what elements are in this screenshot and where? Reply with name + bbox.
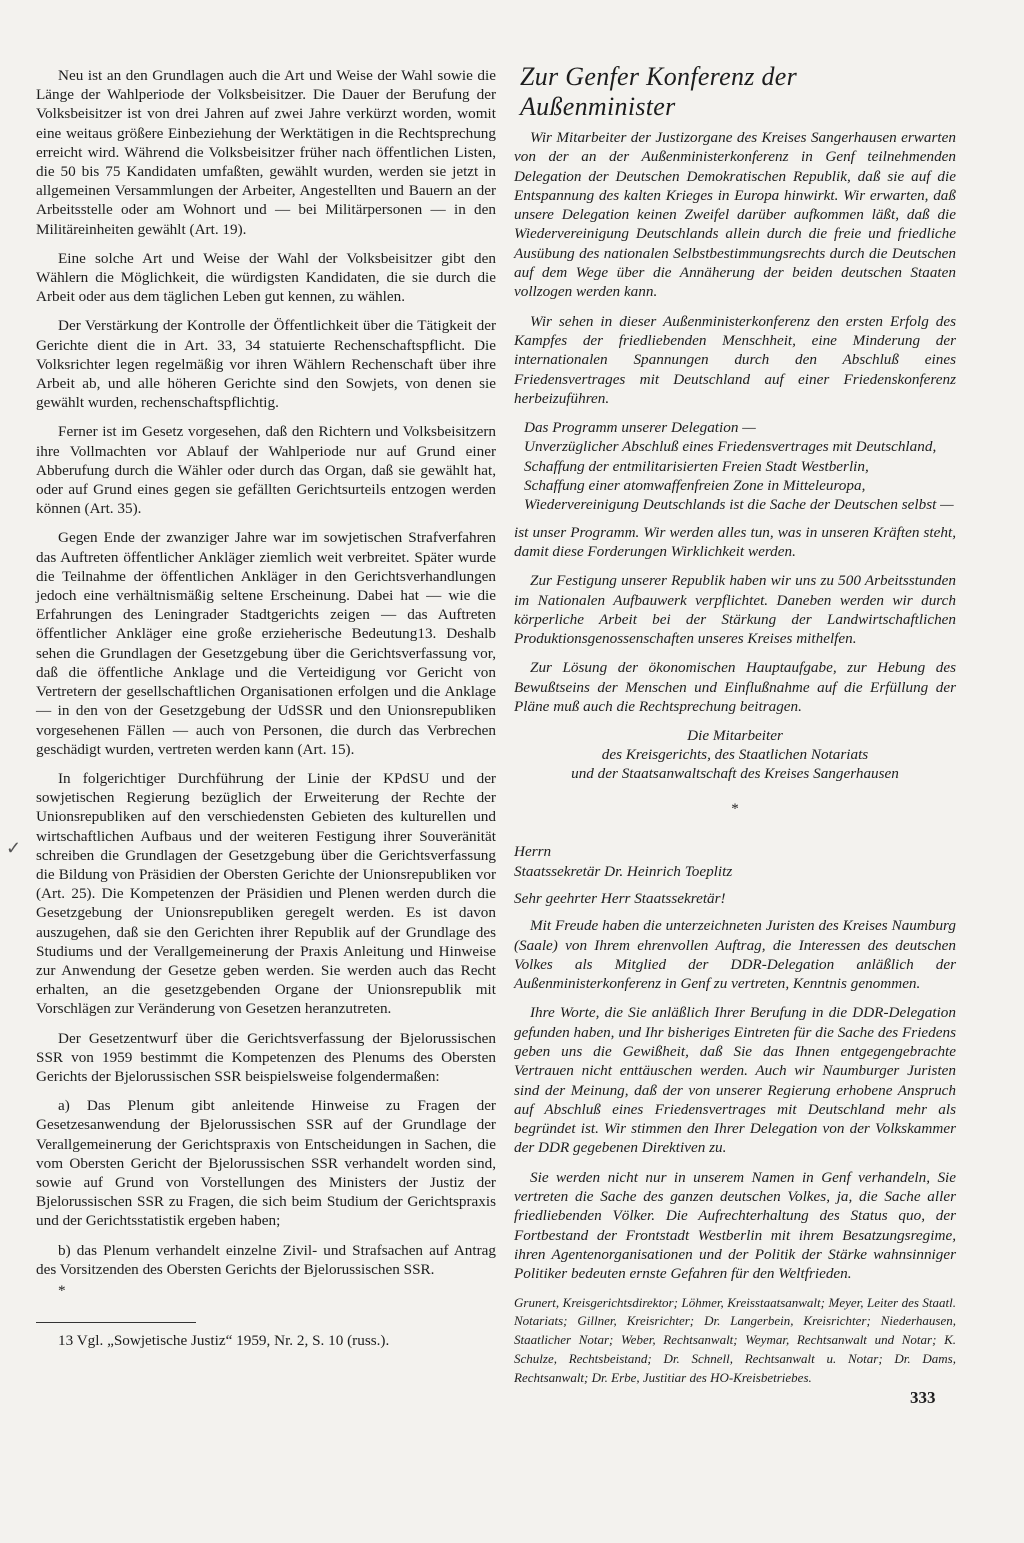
paragraph: In folgerichtiger Durchführung der Linie der KPdSU und der sowjetischen Regierung bezüglich der Erweiterung der Rechte der Unionsrepubliken auf den verschiedensten Gebieten des kulturellen und wirtschaftlichen Aufbaus und der weiteren Festigung ihrer Souveränität schreiben die Grundlagen der Gesetzgebung über die Gerichtsverfassung die Bildung von Präsidien der Obersten Gerichte der Unionsrepubliken vor (Art. 25). Die Kompetenzen der Präsidien und Plenen werden durch die Gesetzgebung der Unionsrepubliken geregelt werden. Es ist davon auszugehen, daß sie den Gerichten ihrer Republik auf der Grundlage des Studiums und der Verallgemeinerung der Praxis Anleitung und Hinweise zur Anwendung der Gesetze geben werden. Sie werden auch das Recht erhalten, an die gesetzgebenden Organe der Unionsrepublik mit Vorschlägen zur Veränderung von Gesetzen heranzutreten.	[36, 769, 496, 1018]
paragraph: Ferner ist im Gesetz vorgesehen, daß den Richtern und Volksbeisitzern ihre Vollmachten vor Ablauf der Wahlperiode nur auf Grund einer Abberufung durch die Wähler oder durch das Organ, daß sie gewählt hat, oder auf Grund eines gegen sie gefällten Gerichtsurteils entzogen werden können (Art. 35).	[36, 423, 496, 518]
paragraph: Gegen Ende der zwanziger Jahre war im sowjetischen Strafverfahren das Auftreten öffentlicher Ankläger ziemlich weit verbreitet. Später wurde die Teilnahme der öffentlichen Ankläger in den Gerichtsverhandlungen jedoch eine verhältnismäßig seltene Erscheinung. Dabei hat — wie die Erfahrungen des Leningrader Stadtgerichts zeigen — das Auftreten öffentlicher Ankläger eine große erzieherische Bedeutung13. Deshalb sehen die Grundlagen der Gesetzgebung über die Gerichtsverfassung vor, daß die öffentliche Anklage und die Verteidigung vor Gericht von Vertretern der gesellschaftlichen Organisationen erfolgen und die Anklage — in den von der Gesetzgebung der UdSSR und den Unionsrepubliken vorgesehenen Fällen — auch von Personen, die durch das Verbrechen geschädigt wurden, vertreten werden kann (Art. 15).	[36, 529, 496, 758]
section-separator: *	[58, 1281, 66, 1299]
list-item-b: b) das Plenum verhandelt einzelne Zivil- und Strafsachen auf Antrag des Vorsitzenden des Obersten Gerichts der Bjelorussischen SSR.	[36, 1241, 496, 1278]
list-item-a: a) Das Plenum gibt anleitende Hinweise zu Fragen der Gesetzesanwendung der Bjelorussischen SSR auf der Grundlage der Verallgemeinerung der Gerichtspraxis von Entscheidungen in Sachen, die vom Obersten Gericht der Bjelorussischen SSR verhandelt worden sind, sowie auf Grund von Vorstellungen des Ministers der Justiz der Bjelorussischen SSR zu Fragen, die sich beim Studium der Gerichtspraxis und der Gerichtsstatistik ergeben haben;	[36, 1097, 496, 1230]
signature-line: des Kreisgerichts, des Staatlichen Notariats	[601, 746, 869, 764]
paragraph: Ihre Worte, die Sie anläßlich Ihrer Berufung in die DDR-Delegation gefunden haben, und Ihr bisheriges Eintreten für die Sache des Friedens geben uns die Gewißheit, daß Sie das Ihnen entgegengebrachte Vertrauen nicht enttäuschen werden. Auch wir Naumburger Juristen sind der Meinung, daß der von unserer Regierung erhobene Anspruch auf Abschluß eines Friedensvertrages mit Deutschland mehr als begründet ist. Wir stimmen den Ihrer Delegation von der Volkskammer der DDR gegebenen Direktiven zu.	[514, 1004, 956, 1157]
address-line: Herrn	[514, 843, 552, 861]
footnote-rule	[36, 1322, 196, 1323]
paragraph: Wir Mitarbeiter der Justizorgane des Kreises Sangerhausen erwarten von der an der Außenministerkonferenz in Genf teilnehmenden Delegation der Deutschen Demokratischen Republik, daß sie auf die Entspannung des kalten Krieges in Europa hinwirkt. Wir erwarten, daß unsere Delegation keinen Zweifel darüber aufkommen läßt, daß die Wiedervereinigung Deutschlands allein durch die freie und friedliche Ausübung des nationalen Selbstbestimmungsrechts durch die Deutschen auf dem Wege über die Annäherung der beiden deutschen Staaten vollzogen werden kann.	[514, 129, 956, 301]
paragraph: ist unser Programm. Wir werden alles tun, was in unseren Kräften steht, damit diese Forderungen Wirklichkeit werden.	[514, 523, 956, 560]
paragraph: Der Gesetzentwurf über die Gerichtsverfassung der Bjelorussischen SSR von 1959 bestimmt die Kompetenzen des Plenums des Obersten Gerichts der Bjelorussischen SSR beispielsweise folgendermaßen:	[36, 1029, 496, 1085]
paragraph: Mit Freude haben die unterzeichneten Juristen des Kreises Naumburg (Saale) von Ihrem ehrenvollen Auftrag, die Interessen des deutschen Volkes als Mitglied der DDR-Delegation anläßlich der Außenministerkonferenz in Genf zu vertreten, Kenntnis genommen.	[514, 917, 956, 993]
paragraph: Wir sehen in dieser Außenministerkonferenz den ersten Erfolg des Kampfes der friedliebenden Menschheit, eine Minderung der internationalen Spannungen durch den Abschluß eines Friedensvertrages mit Deutschland auf einer Friedenskonferenz herbeizuführen.	[514, 312, 956, 407]
article-heading: Zur Genfer Konferenz der Außenminister	[520, 62, 798, 121]
program-line: Schaffung der entmilitarisierten Freien Stadt Westberlin,	[524, 457, 869, 475]
section-separator: *	[731, 801, 739, 818]
paragraph: Zur Festigung unserer Republik haben wir uns zu 500 Arbeitsstunden im Nationalen Aufbauwerk verpflichtet. Daneben werden wir durch körperliche Arbeit bei der Stärkung der Landwirtschaftlichen Produktionsgenossenschaften unseres Kreises mithelfen.	[514, 572, 956, 648]
right-column	[514, 62, 956, 1388]
program-line: Wiedervereinigung Deutschlands ist die Sache der Deutschen selbst —	[524, 496, 954, 514]
program-line: Unverzüglicher Abschluß eines Friedensvertrages mit Deutschland,	[524, 438, 937, 456]
salutation: Sehr geehrter Herr Staatssekretär!	[514, 889, 726, 907]
page-number: 333	[910, 1388, 936, 1407]
left-column	[36, 66, 496, 1360]
paragraph: Sie werden nicht nur in unserem Namen in Genf verhandeln, Sie vertreten die Sache des ganzen deutschen Volkes, ja, die Sache aller friedliebenden Völker. Die Aufrechterhaltung des Status quo, der Fortbestand der Frontstadt Westberlin mit ihrem Besatzungsregime, ihren Agentenorganisationen und der Politik der Stärke wahnsinniger Politiker bedeuten ernste Gefahren für den Weltfrieden.	[514, 1168, 956, 1283]
signature-line: und der Staatsanwaltschaft des Kreises Sangerhausen	[571, 765, 899, 783]
paragraph: Neu ist an den Grundlagen auch die Art und Weise der Wahl sowie die Länge der Wahlperiode der Volksbeisitzer. Die Dauer der Berufung der Volksbeisitzer ist von drei Jahren auf zwei Jahre verkürzt worden, womit eine weitaus größere Einbeziehung der Werktätigen in die Rechtsprechung erreicht wird. Während die Volksbeisitzer früher nach öffentlichen Listen, die 50 bis 75 Kandidaten umfaßten, gewählt wurden, werden sie jetzt in allgemeinen Versammlungen der Arbeiter, Angestellten und Bauern an der Arbeitsstelle oder am Wohnort und — bei Militärpersonen — in den Militäreinheiten gewählt (Art. 19).	[36, 67, 496, 238]
program-list	[514, 418, 956, 514]
footnote: 13 Vgl. „Sowjetische Justiz“ 1959, Nr. 2, S. 10 (russ.).	[58, 1332, 390, 1350]
paragraph: Der Verstärkung der Kontrolle der Öffentlichkeit über die Tätigkeit der Gerichte dient die in Art. 33, 34 statuierte Rechenschaftspflicht. Die Volksrichter legen regelmäßig vor ihren Wählern Rechenschaft über ihre Arbeit ab, und alle höheren Gerichte sind den Sowjets, von denen sie gewählt wurden, rechenschaftspflichtig.	[36, 317, 496, 412]
program-line: Schaffung einer atomwaffenfreien Zone in Mitteleuropa,	[524, 477, 866, 495]
address-line: Staatssekretär Dr. Heinrich Toeplitz	[514, 862, 733, 880]
paragraph: Eine solche Art und Weise der Wahl der Volksbeisitzer gibt den Wählern die Möglichkeit, die würdigsten Kandidaten, die sie durch die Arbeit oder aus dem täglichen Leben gut kennen, zu wählen.	[36, 249, 496, 306]
signature-line: Die Mitarbeiter	[687, 727, 783, 745]
margin-check-mark: ✓	[6, 838, 22, 858]
signatories: Grunert, Kreisgerichtsdirektor; Löhmer, Kreisstaatsanwalt; Meyer, Leiter des Staatl. Notariats; Gillner, Kreisrichter; Dr. Langerbein, Kreisrichter; Niederhausen, Staatlicher Notar; Weber, Rechtsanwalt; Weymar, Rechtsanwalt und Notar; K. Schulze, Rechtsbeistand; Dr. Schnell, Rechtsanwalt u. Notar; Dr. Dams, Rechtsanwalt; Dr. Erbe, Justitiar des HO-Kreisbetriebes.	[514, 1294, 956, 1385]
program-line: Das Programm unserer Delegation —	[524, 419, 756, 437]
paragraph: Zur Lösung der ökonomischen Hauptaufgabe, zur Hebung des Bewußtseins der Menschen und Einflußnahme auf die Erfüllung der Pläne muß auch die Rechtsprechung beitragen.	[514, 659, 956, 716]
